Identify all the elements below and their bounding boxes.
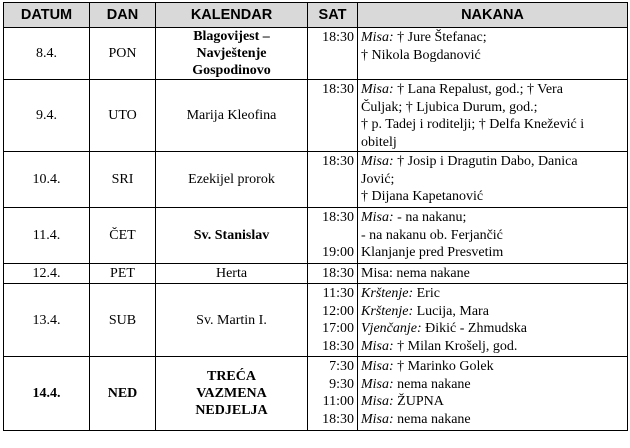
calendar-cell bbox=[156, 284, 308, 357]
nakana-label: Misa: bbox=[361, 30, 394, 45]
time-value: 19:00 bbox=[322, 245, 354, 260]
time-value: 18:30 bbox=[322, 338, 354, 354]
time-value: 7:30 bbox=[329, 359, 354, 374]
nakana-line bbox=[361, 376, 627, 394]
nakana-text: Lucija, Mara bbox=[413, 303, 489, 319]
nakana-text: † Dijana Kapetanović bbox=[361, 189, 484, 204]
nakana-line bbox=[361, 116, 627, 134]
time-value: 18:30 bbox=[322, 154, 354, 169]
nakana-cell bbox=[358, 152, 628, 208]
nakana-line bbox=[361, 29, 627, 47]
time-cell bbox=[308, 152, 358, 208]
nakana-label: Misa: bbox=[361, 411, 394, 427]
table-row bbox=[4, 284, 628, 357]
nakana-line bbox=[361, 358, 627, 376]
nakana-text: † Josip i Dragutin Dabo, Danica bbox=[393, 154, 578, 169]
nakana-text: † Jure Štefanac; bbox=[393, 30, 487, 45]
table-row bbox=[4, 152, 628, 208]
table-row bbox=[4, 28, 628, 80]
date-cell: 12.4. bbox=[4, 264, 90, 284]
nakana-label: Misa: bbox=[361, 154, 394, 169]
day-cell: ČET bbox=[90, 208, 156, 264]
time-value: 18:30 bbox=[322, 30, 354, 45]
nakana-line bbox=[361, 285, 627, 303]
header-sat: SAT bbox=[308, 3, 358, 28]
nakana-line bbox=[361, 188, 627, 206]
date-cell: 11.4. bbox=[4, 208, 90, 264]
time-value: 12:00 bbox=[322, 303, 354, 319]
day-cell: PET bbox=[90, 264, 156, 284]
nakana-text: † Marinko Golek bbox=[393, 359, 494, 374]
nakana-line bbox=[361, 47, 627, 65]
nakana-text: † Lana Repalust, god.; † Vera bbox=[393, 82, 563, 97]
header-dan: DAN bbox=[90, 3, 156, 28]
nakana-label: Misa: bbox=[361, 394, 394, 409]
calendar-line: Navještenje bbox=[196, 46, 267, 61]
day-cell: PON bbox=[90, 28, 156, 80]
day-cell: NED bbox=[90, 357, 156, 431]
nakana-line bbox=[361, 227, 627, 245]
nakana-cell bbox=[358, 264, 628, 284]
calendar-line: Ezekijel prorok bbox=[188, 172, 275, 187]
nakana-label: Krštenje: bbox=[361, 303, 414, 319]
header-datum: DATUM bbox=[4, 3, 90, 28]
calendar-line: Sv. Stanislav bbox=[193, 228, 270, 243]
calendar-cell bbox=[156, 152, 308, 208]
schedule-table bbox=[3, 2, 628, 431]
nakana-text: Đikić - Zhmudska bbox=[421, 321, 528, 336]
time-value: 18:30 bbox=[322, 210, 354, 225]
nakana-line bbox=[361, 99, 627, 117]
nakana-text: Klanjanje pred Presvetim bbox=[361, 245, 504, 260]
date-cell: 13.4. bbox=[4, 284, 90, 357]
time-value: 18:30 bbox=[322, 266, 354, 281]
header-nakana: NAKANA bbox=[358, 3, 628, 28]
nakana-label: Misa: bbox=[361, 376, 394, 392]
date-cell: 9.4. bbox=[4, 80, 90, 152]
time-cell bbox=[308, 264, 358, 284]
header-row bbox=[4, 3, 628, 28]
table-row bbox=[4, 80, 628, 152]
time-value: 9:30 bbox=[329, 376, 354, 392]
calendar-cell bbox=[156, 80, 308, 152]
nakana-line bbox=[361, 171, 627, 189]
nakana-text: † p. Tadej i roditelji; † Delfa Knežević i bbox=[361, 117, 585, 132]
time-cell bbox=[308, 80, 358, 152]
calendar-cell bbox=[156, 28, 308, 80]
time-cell bbox=[308, 208, 358, 264]
calendar-cell bbox=[156, 264, 308, 284]
nakana-text: Jović; bbox=[361, 171, 395, 187]
table-row bbox=[4, 264, 628, 284]
nakana-text: † Milan Krošelj, god. bbox=[393, 338, 518, 354]
table-row bbox=[4, 357, 628, 431]
calendar-line: TREĆA bbox=[206, 369, 256, 384]
calendar-line: NEDJELJA bbox=[195, 403, 268, 418]
calendar-cell bbox=[156, 208, 308, 264]
nakana-text: Misa: nema nakane bbox=[361, 266, 470, 281]
nakana-line bbox=[361, 393, 627, 411]
time-value: 11:00 bbox=[322, 394, 354, 409]
nakana-label: Misa: bbox=[361, 210, 394, 225]
nakana-line bbox=[361, 244, 627, 262]
calendar-line: Marija Kleofina bbox=[186, 108, 277, 123]
calendar-line: Gospodinovo bbox=[192, 63, 271, 78]
nakana-cell bbox=[358, 357, 628, 431]
nakana-line bbox=[361, 209, 627, 227]
time-value: 17:00 bbox=[322, 321, 354, 336]
nakana-label: Krštenje: bbox=[361, 286, 414, 301]
day-cell: UTO bbox=[90, 80, 156, 152]
nakana-cell bbox=[358, 28, 628, 80]
nakana-label: Misa: bbox=[361, 359, 394, 374]
nakana-line bbox=[361, 303, 627, 321]
nakana-text: † Nikola Bogdanović bbox=[361, 47, 481, 63]
time-value: 18:30 bbox=[322, 82, 354, 97]
calendar-cell bbox=[156, 357, 308, 431]
nakana-cell bbox=[358, 80, 628, 152]
nakana-line bbox=[361, 411, 627, 429]
nakana-line bbox=[361, 320, 627, 338]
nakana-label: Misa: bbox=[361, 338, 394, 354]
date-cell: 10.4. bbox=[4, 152, 90, 208]
nakana-text: obitelj bbox=[361, 134, 397, 150]
time-cell bbox=[308, 284, 358, 357]
time-value: 11:30 bbox=[322, 286, 354, 301]
day-cell: SUB bbox=[90, 284, 156, 357]
header-kalendar: KALENDAR bbox=[156, 3, 308, 28]
time-cell bbox=[308, 357, 358, 431]
calendar-line: Herta bbox=[215, 266, 248, 281]
nakana-text: ŽUPNA bbox=[393, 394, 444, 409]
nakana-text: Čuljak; † Ljubica Durum, god.; bbox=[361, 99, 538, 115]
nakana-cell bbox=[358, 208, 628, 264]
calendar-line: Blagovijest – bbox=[193, 29, 270, 44]
time-value bbox=[308, 227, 354, 245]
nakana-line bbox=[361, 338, 627, 356]
nakana-label: Vjenčanje: bbox=[361, 321, 422, 336]
date-cell: 14.4. bbox=[4, 357, 90, 431]
nakana-text: nema nakane bbox=[393, 411, 471, 427]
nakana-line bbox=[361, 153, 627, 171]
nakana-line bbox=[361, 81, 627, 99]
nakana-line bbox=[361, 134, 627, 152]
nakana-line bbox=[361, 265, 627, 283]
nakana-text: - na nakanu ob. Ferjančić bbox=[361, 227, 503, 243]
calendar-line: VAZMENA bbox=[196, 386, 267, 401]
nakana-text: - na nakanu; bbox=[393, 210, 467, 225]
date-cell: 8.4. bbox=[4, 28, 90, 80]
calendar-line: Sv. Martin I. bbox=[196, 312, 267, 328]
nakana-text: nema nakane bbox=[393, 376, 471, 392]
nakana-label: Misa: bbox=[361, 82, 394, 97]
table-row bbox=[4, 208, 628, 264]
time-cell bbox=[308, 28, 358, 80]
day-cell: SRI bbox=[90, 152, 156, 208]
nakana-cell bbox=[358, 284, 628, 357]
time-value: 18:30 bbox=[322, 411, 354, 427]
nakana-text: Eric bbox=[413, 286, 440, 301]
